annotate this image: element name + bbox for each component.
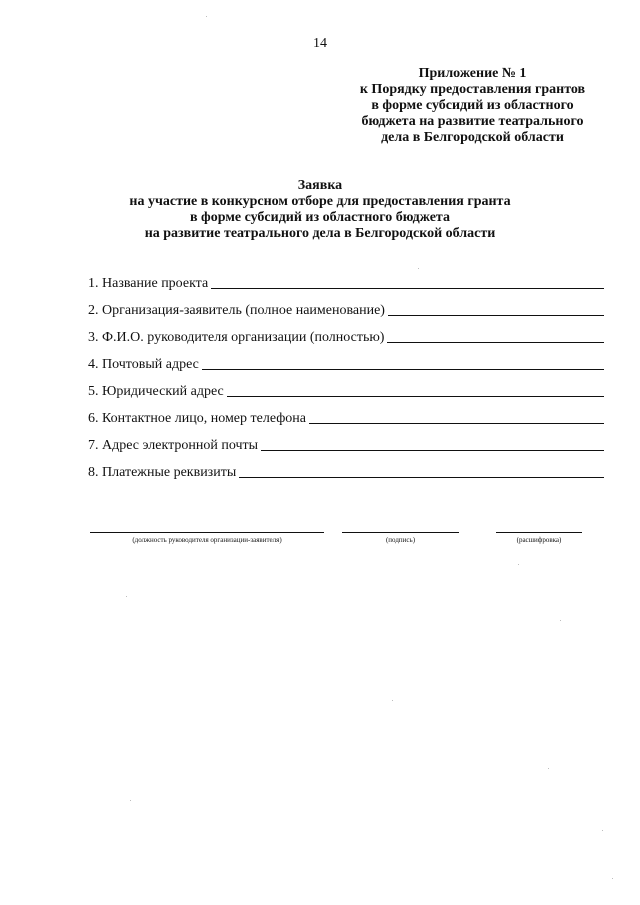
field-email (88, 427, 604, 454)
application-title: Заявка (297, 178, 343, 193)
scan-speck (126, 596, 127, 597)
position-caption: (должность руководителя организации-заявителя) (132, 536, 282, 544)
appendix-line: дела в Белгородской области (381, 130, 564, 145)
application-title-block (0, 178, 640, 242)
scan-speck (548, 768, 549, 769)
appendix-line: к Порядку предоставления грантов (359, 82, 586, 97)
field-contact-person (88, 400, 604, 427)
field-payment-details (88, 454, 604, 481)
fill-in-line[interactable] (202, 368, 604, 370)
signature-line[interactable] (342, 532, 459, 533)
field-legal-address (88, 373, 604, 400)
field-label: 2. Организация-заявитель (полное наименование) (88, 303, 385, 318)
scan-speck (392, 700, 393, 701)
scan-speck (418, 268, 419, 269)
scan-speck (560, 620, 561, 621)
page-number: 14 (313, 36, 327, 51)
field-label: 1. Название проекта (88, 276, 209, 291)
scan-speck (602, 830, 603, 831)
decoding-caption: (расшифровка) (516, 536, 562, 544)
field-label: 3. Ф.И.О. руководителя организации (полностью) (88, 330, 385, 345)
signature-caption: (подпись) (385, 536, 416, 544)
signature-block (0, 532, 640, 552)
field-postal-address (88, 346, 604, 373)
appendix-line: бюджета на развитие театрального (361, 114, 584, 129)
scan-speck (612, 878, 613, 879)
scan-speck (130, 800, 131, 801)
field-label: 4. Почтовый адрес (88, 357, 199, 372)
fill-in-line[interactable] (227, 395, 604, 397)
field-project-name (88, 265, 604, 292)
field-organization (88, 292, 604, 319)
appendix-header (340, 66, 605, 146)
field-label: 7. Адрес электронной почты (88, 438, 259, 453)
fill-in-line[interactable] (211, 287, 604, 289)
appendix-line: Приложение № 1 (418, 66, 527, 81)
field-label: 5. Юридический адрес (88, 384, 224, 399)
scan-speck (518, 564, 519, 565)
appendix-line: в форме субсидий из областного (371, 98, 574, 113)
application-subtitle-line: на развитие театрального дела в Белгородской области (144, 226, 496, 241)
fill-in-line[interactable] (261, 449, 604, 451)
field-label: 6. Контактное лицо, номер телефона (88, 411, 306, 426)
position-signature-line[interactable] (90, 532, 324, 533)
field-label: 8. Платежные реквизиты (88, 465, 237, 480)
fill-in-line[interactable] (388, 314, 604, 316)
fill-in-line[interactable] (309, 422, 604, 424)
fill-in-line[interactable] (387, 341, 604, 343)
application-subtitle-line: в форме субсидий из областного бюджета (190, 210, 450, 225)
scan-speck (206, 16, 207, 17)
decoding-signature-line[interactable] (496, 532, 582, 533)
application-subtitle-line: на участие в конкурсном отборе для предоставления гранта (129, 194, 511, 209)
fill-in-line[interactable] (239, 476, 604, 478)
application-form (88, 265, 604, 481)
field-director-name (88, 319, 604, 346)
